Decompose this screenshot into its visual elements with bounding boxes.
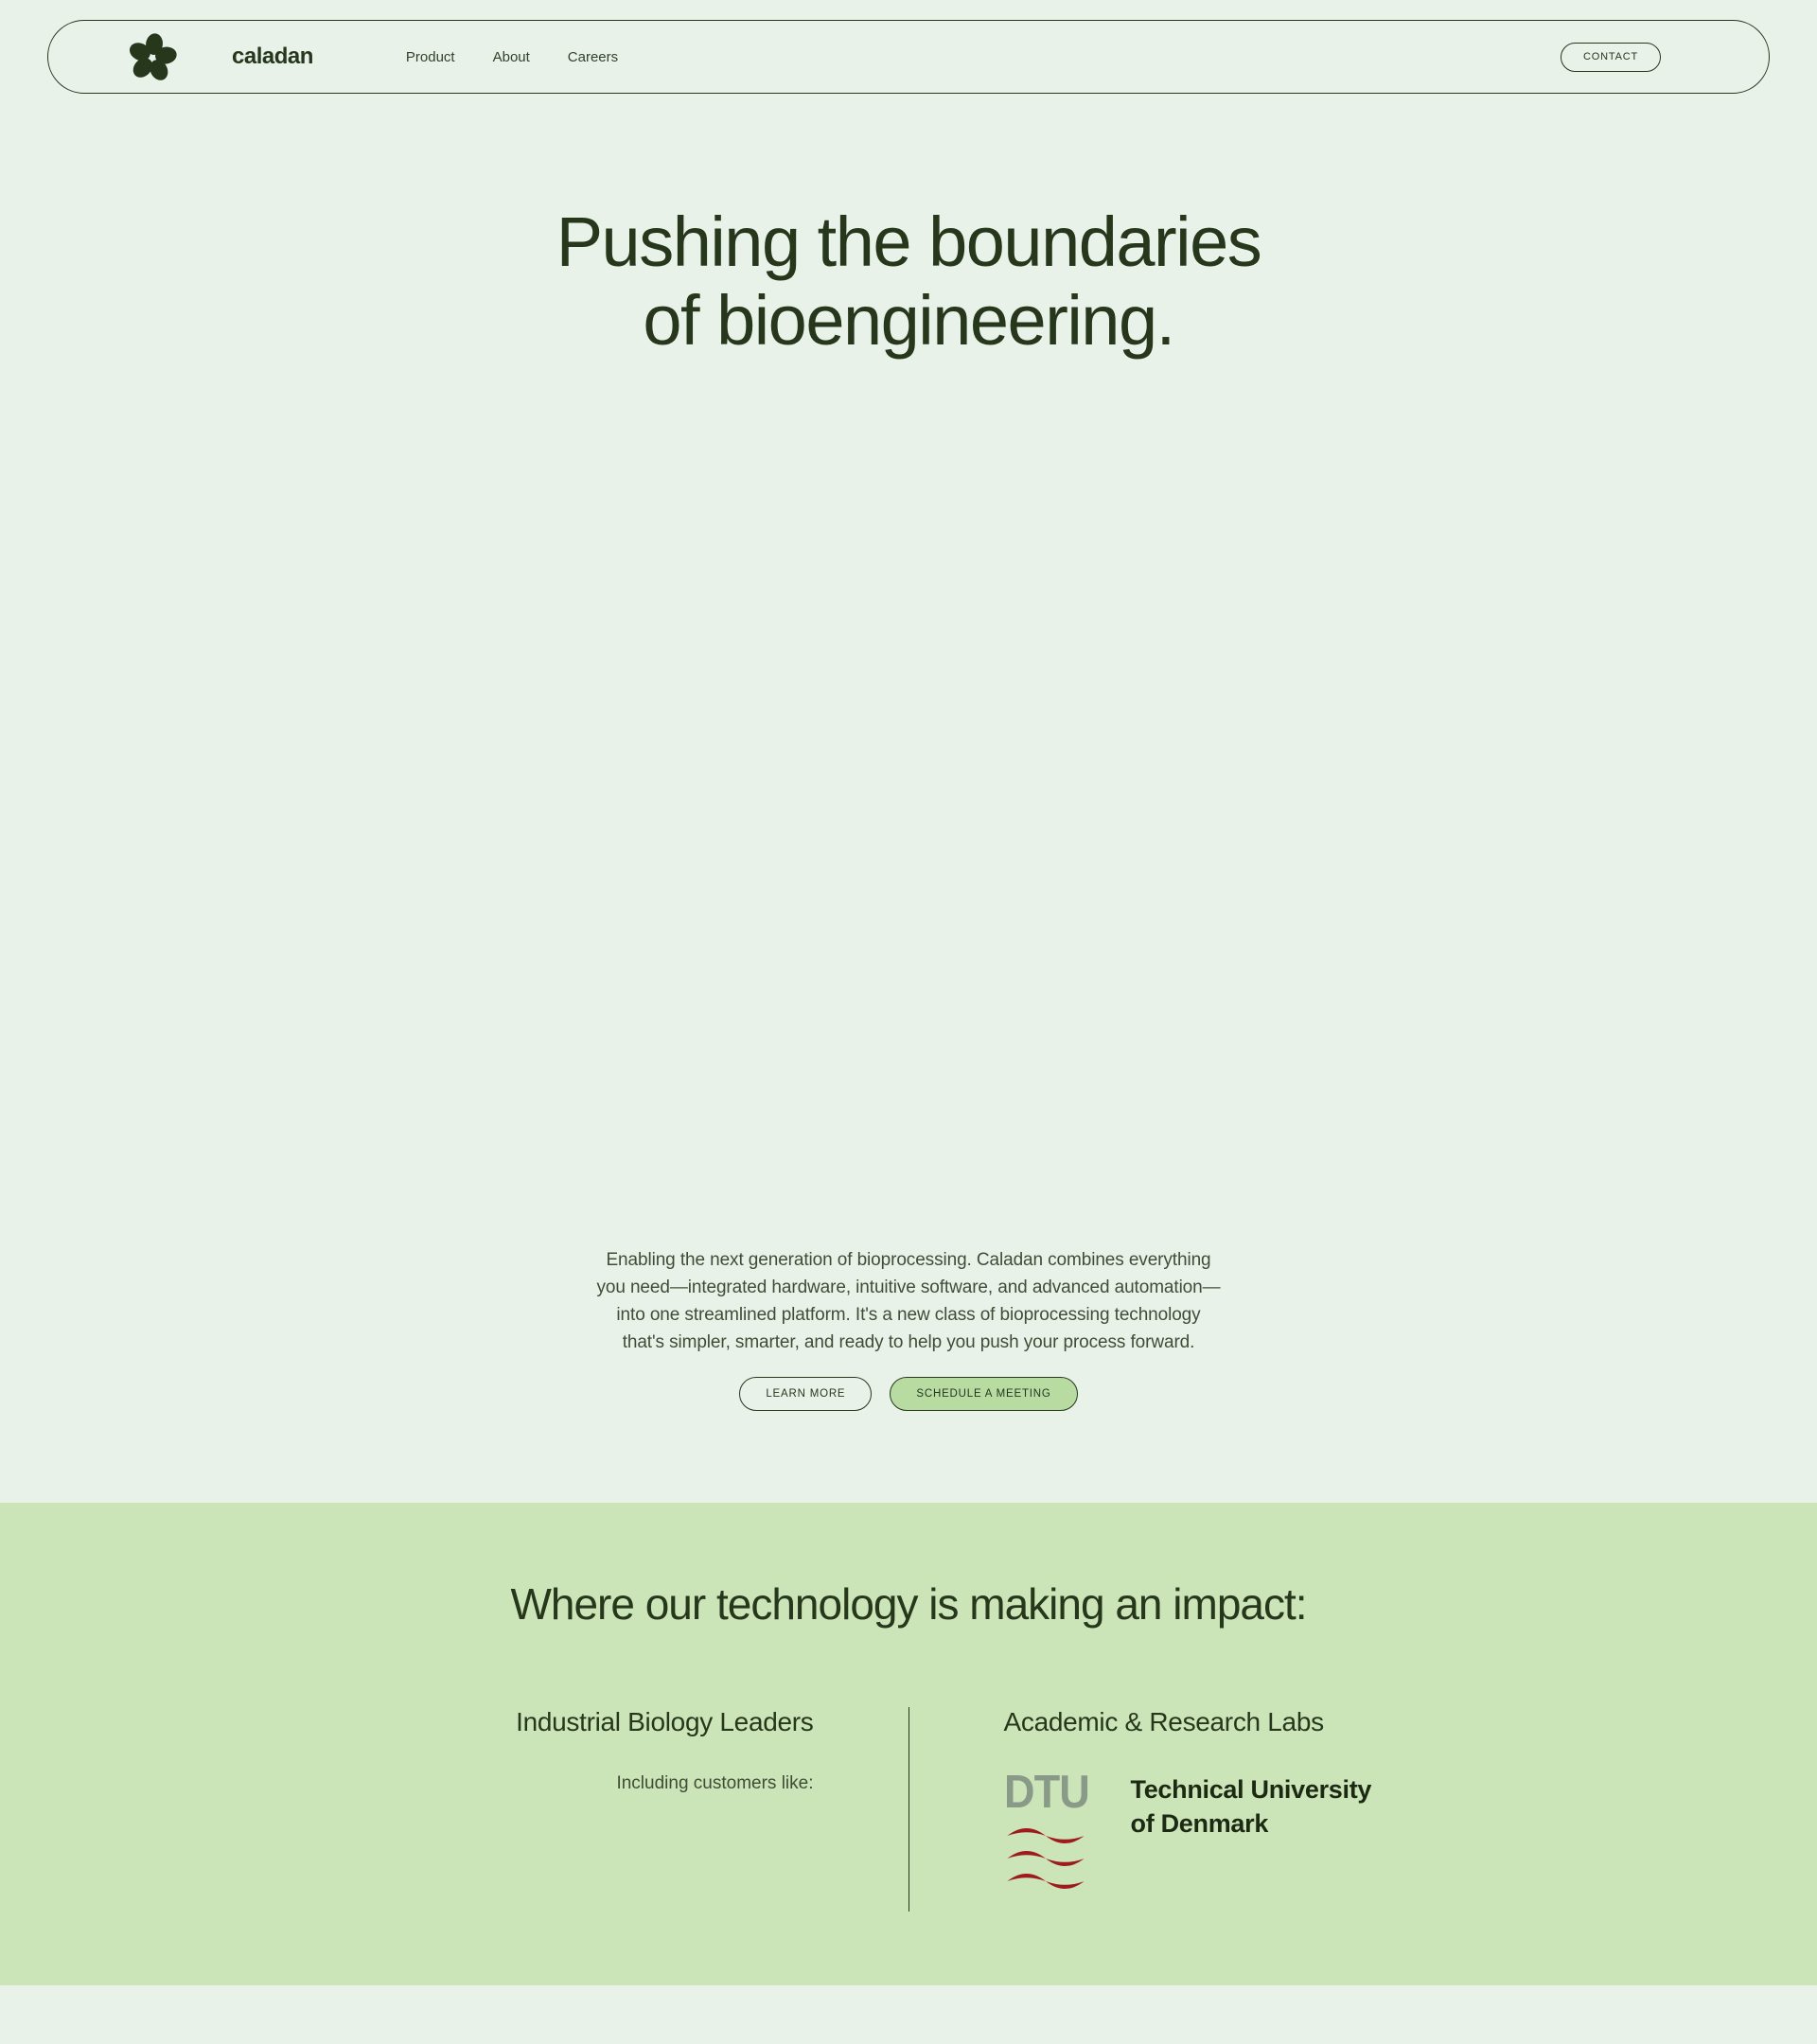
impact-column-industrial <box>0 1707 908 1912</box>
caladan-flower-logo-icon <box>127 31 178 82</box>
nav-link-product[interactable]: Product <box>405 48 455 65</box>
learn-more-button[interactable]: LEARN MORE <box>739 1377 872 1411</box>
impact-section-heading: Where our technology is making an impact: <box>510 1578 1307 1629</box>
impact-section <box>0 1503 1817 1985</box>
schedule-meeting-button[interactable]: SCHEDULE A MEETING <box>890 1377 1077 1411</box>
hero-paragraph-line: Enabling the next generation of bioprocessing. Caladan combines everything <box>606 1249 1211 1270</box>
hero-visual-stage <box>0 361 1817 1246</box>
nav-link-about[interactable]: About <box>492 48 530 65</box>
hero-paragraph-line: you need—integrated hardware, intuitive software, and advanced automation— <box>596 1277 1221 1297</box>
header-pill <box>47 20 1770 94</box>
industrial-column-heading: Industrial Biology Leaders <box>516 1706 814 1736</box>
dtu-name-line-2: of Denmark <box>1130 1808 1269 1838</box>
page-header <box>0 0 1817 94</box>
impact-columns <box>0 1707 1817 1912</box>
dtu-logo <box>1003 1766 1372 1892</box>
hero-paragraph-line: into one streamlined platform. It's a new class of bioprocessing technology <box>616 1304 1201 1325</box>
dtu-logo-mark <box>1003 1766 1091 1892</box>
contact-button[interactable]: CONTACT <box>1561 43 1661 72</box>
dtu-waves-icon <box>1004 1825 1091 1892</box>
hero-paragraph <box>0 1246 1817 1356</box>
dtu-letters: DTU <box>1003 1766 1089 1818</box>
footer-strip <box>0 1985 1817 2044</box>
brand-home-link[interactable] <box>127 31 313 82</box>
academic-column-heading: Academic & Research Labs <box>1003 1706 1324 1736</box>
hero-paragraph-line: that's simpler, smarter, and ready to help you push your process forward. <box>622 1331 1195 1352</box>
hero-heading <box>0 203 1817 361</box>
customers-subtext: Including customers like: <box>616 1772 814 1793</box>
hero-heading-line-2: of bioengineering. <box>643 280 1174 360</box>
hero-cta-row <box>0 1377 1817 1411</box>
main-nav <box>406 49 618 65</box>
dtu-university-name <box>1131 1773 1372 1841</box>
nav-link-careers[interactable]: Careers <box>567 48 619 65</box>
brand-wordmark: caladan <box>232 44 313 69</box>
dtu-name-line-1: Technical University <box>1130 1774 1372 1804</box>
hero-heading-line-1: Pushing the boundaries <box>556 203 1261 281</box>
impact-column-academic <box>909 1707 1817 1912</box>
